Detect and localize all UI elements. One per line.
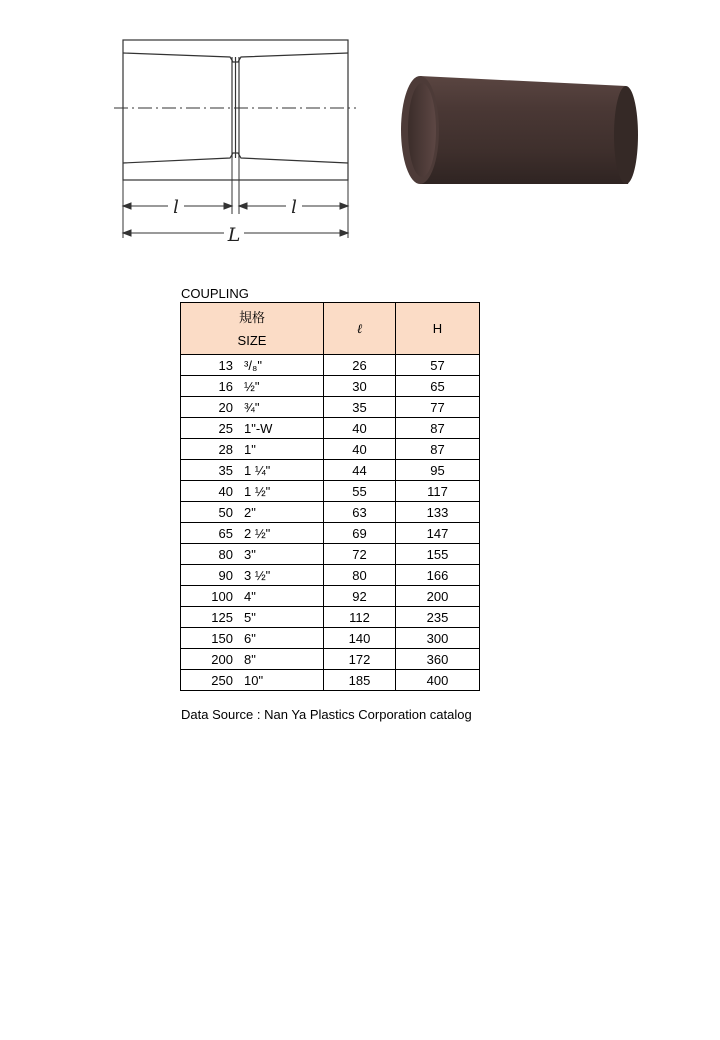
size-mm: 80 — [218, 546, 233, 562]
cell-l: 40 — [324, 418, 396, 439]
cell-l: 80 — [324, 565, 396, 586]
cell-l: 35 — [324, 397, 396, 418]
size-inch: 1"-W — [244, 420, 273, 436]
table-row — [181, 397, 480, 418]
cell-size — [181, 670, 324, 691]
cell-l: 69 — [324, 523, 396, 544]
size-mm: 125 — [211, 609, 233, 625]
cell-l: 92 — [324, 586, 396, 607]
size-inch: 10" — [244, 672, 264, 688]
size-inch: ½" — [244, 378, 260, 394]
cell-size — [181, 397, 324, 418]
cell-size — [181, 355, 324, 376]
cell-size — [181, 628, 324, 649]
cell-size — [181, 502, 324, 523]
size-mm: 13 — [218, 357, 233, 373]
cell-h: 87 — [396, 418, 480, 439]
cell-l: 30 — [324, 376, 396, 397]
coupling-photo — [398, 68, 653, 192]
table-row — [181, 586, 480, 607]
size-mm: 40 — [218, 483, 233, 499]
cell-l: 140 — [324, 628, 396, 649]
header-l: ℓ — [324, 303, 396, 355]
size-mm: 50 — [218, 504, 233, 520]
cell-size — [181, 418, 324, 439]
cell-l: 172 — [324, 649, 396, 670]
size-inch: 8" — [244, 651, 256, 667]
size-inch: 1 ¼" — [244, 462, 271, 478]
table-row — [181, 502, 480, 523]
size-mm: 28 — [218, 441, 233, 457]
cell-size — [181, 481, 324, 502]
cell-h: 235 — [396, 607, 480, 628]
table-row — [181, 376, 480, 397]
size-mm: 100 — [211, 588, 233, 604]
cell-h: 147 — [396, 523, 480, 544]
size-inch: ¾" — [244, 399, 260, 415]
cell-size — [181, 376, 324, 397]
cell-size — [181, 565, 324, 586]
size-mm: 65 — [218, 525, 233, 541]
cell-size — [181, 439, 324, 460]
cell-l: 112 — [324, 607, 396, 628]
size-inch: 6" — [244, 630, 256, 646]
size-mm: 16 — [218, 378, 233, 394]
table-row — [181, 607, 480, 628]
table-row — [181, 523, 480, 544]
table-row — [181, 670, 480, 691]
pipe-far-end — [614, 86, 638, 184]
cell-l: 185 — [324, 670, 396, 691]
pipe-mouth-inner — [408, 83, 436, 177]
coupling-spec-table — [180, 302, 480, 691]
cell-l: 44 — [324, 460, 396, 481]
label-l-right: l — [291, 197, 297, 218]
coupling-diagram — [112, 30, 360, 250]
cell-h: 117 — [396, 481, 480, 502]
table-row — [181, 544, 480, 565]
data-source-note: Data Source : Nan Ya Plastics Corporation catalog — [181, 707, 472, 722]
cell-h: 65 — [396, 376, 480, 397]
table-row — [181, 481, 480, 502]
size-inch: 2 ½" — [244, 525, 271, 541]
table-row — [181, 355, 480, 376]
cell-h: 300 — [396, 628, 480, 649]
cell-size — [181, 544, 324, 565]
cell-size — [181, 649, 324, 670]
table-row — [181, 439, 480, 460]
cell-h: 166 — [396, 565, 480, 586]
cell-h: 133 — [396, 502, 480, 523]
size-mm: 90 — [218, 567, 233, 583]
table-row — [181, 418, 480, 439]
cell-h: 57 — [396, 355, 480, 376]
cell-h: 360 — [396, 649, 480, 670]
size-mm: 20 — [218, 399, 233, 415]
size-inch: 2" — [244, 504, 256, 520]
cell-size — [181, 607, 324, 628]
header-size-en: SIZE — [237, 332, 267, 348]
size-mm: 250 — [211, 672, 233, 688]
cell-h: 155 — [396, 544, 480, 565]
cell-l: 26 — [324, 355, 396, 376]
pipe-body — [420, 76, 637, 184]
size-mm: 200 — [211, 651, 233, 667]
header-size-cjk: 規格 — [238, 309, 265, 325]
size-mm: 150 — [211, 630, 233, 646]
cell-h: 77 — [396, 397, 480, 418]
cell-h: 95 — [396, 460, 480, 481]
table-title: COUPLING — [181, 286, 249, 301]
size-mm: 25 — [218, 420, 233, 436]
size-mm: 35 — [218, 462, 233, 478]
cell-size — [181, 586, 324, 607]
cell-h: 200 — [396, 586, 480, 607]
table-row — [181, 565, 480, 586]
header-h: H — [396, 303, 480, 355]
size-inch: ³/₈" — [244, 357, 262, 373]
cell-size — [181, 460, 324, 481]
table-row — [181, 460, 480, 481]
size-inch: 1" — [244, 441, 256, 457]
cell-h: 87 — [396, 439, 480, 460]
size-inch: 4" — [244, 588, 256, 604]
cell-l: 63 — [324, 502, 396, 523]
table-header-row — [181, 303, 480, 355]
size-inch: 1 ½" — [244, 483, 271, 499]
cell-l: 40 — [324, 439, 396, 460]
label-l-left: l — [173, 197, 179, 218]
table-row — [181, 628, 480, 649]
header-size — [181, 303, 324, 355]
size-inch: 3" — [244, 546, 256, 562]
table-row — [181, 649, 480, 670]
size-inch: 3 ½" — [244, 567, 271, 583]
cell-h: 400 — [396, 670, 480, 691]
size-inch: 5" — [244, 609, 256, 625]
cell-l: 55 — [324, 481, 396, 502]
cell-size — [181, 523, 324, 544]
cell-l: 72 — [324, 544, 396, 565]
label-L: L — [227, 224, 241, 246]
